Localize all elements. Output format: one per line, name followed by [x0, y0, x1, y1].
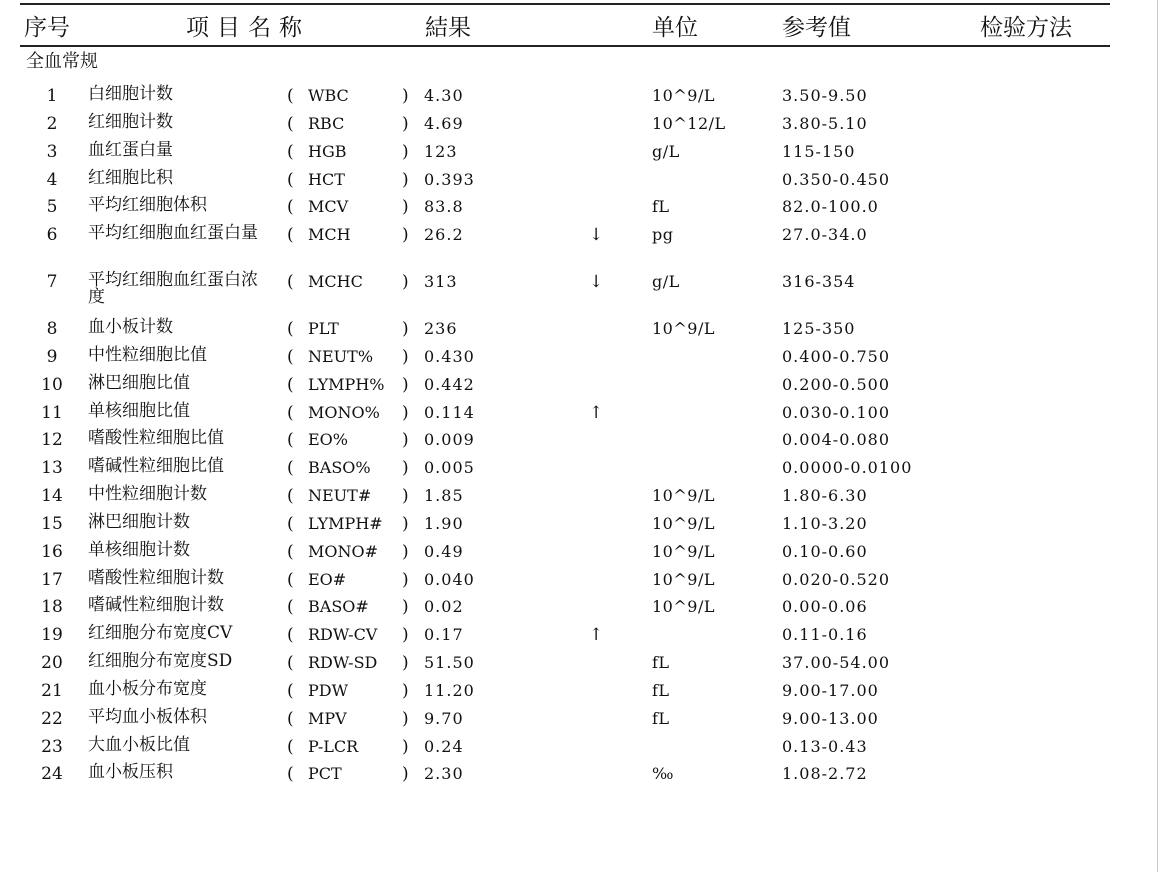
close-paren: ) — [402, 142, 409, 162]
table-row — [0, 458, 1170, 486]
open-paren: ( — [287, 570, 294, 590]
row-number: 20 — [41, 653, 63, 673]
result-value: 0.430 — [424, 347, 475, 366]
table-row — [0, 375, 1170, 403]
row-number: 11 — [41, 403, 63, 423]
close-paren: ) — [402, 570, 409, 590]
result-value: 9.70 — [424, 709, 464, 728]
close-paren: ) — [402, 347, 409, 367]
result-value: 0.442 — [424, 375, 475, 394]
table-row — [0, 170, 1170, 198]
close-paren: ) — [402, 458, 409, 478]
item-name: 红细胞分布宽度CV — [88, 623, 233, 643]
open-paren: ( — [287, 114, 294, 134]
item-name: 平均红细胞体积 — [88, 195, 207, 215]
item-code: PDW — [308, 681, 349, 700]
open-paren: ( — [287, 403, 294, 423]
close-paren: ) — [402, 597, 409, 617]
table-row — [0, 486, 1170, 514]
result-value: 0.393 — [424, 170, 475, 189]
unit: 10^9/L — [652, 86, 715, 105]
row-number: 22 — [41, 709, 63, 729]
item-name: 大血小板比值 — [88, 735, 190, 755]
row-number: 24 — [41, 764, 63, 784]
open-paren: ( — [287, 142, 294, 162]
header-item-name: 项目名称 — [186, 15, 310, 41]
unit: fL — [652, 709, 670, 728]
table-row — [0, 319, 1170, 347]
reference-range: 316-354 — [782, 272, 856, 291]
table-row — [0, 653, 1170, 681]
open-paren: ( — [287, 458, 294, 478]
close-paren: ) — [402, 272, 409, 292]
item-name: 淋巴细胞比值 — [88, 373, 190, 393]
result-value: 0.17 — [424, 625, 464, 644]
item-code: BASO# — [308, 597, 369, 616]
reference-range: 82.0-100.0 — [782, 197, 879, 216]
result-value: 1.85 — [424, 486, 464, 505]
unit: g/L — [652, 272, 680, 291]
close-paren: ) — [402, 197, 409, 217]
open-paren: ( — [287, 764, 294, 784]
item-code: HGB — [308, 142, 347, 161]
result-value: 0.49 — [424, 542, 464, 561]
item-name: 平均红细胞血红蛋白量 — [88, 223, 258, 243]
close-paren: ) — [402, 225, 409, 245]
row-number: 2 — [46, 114, 58, 134]
item-name: 平均红细胞血红蛋白浓度 — [88, 270, 258, 307]
reference-range: 0.020-0.520 — [782, 570, 891, 589]
table-row — [0, 430, 1170, 458]
table-row — [0, 737, 1170, 765]
row-number: 1 — [46, 86, 58, 106]
table-row — [0, 681, 1170, 709]
row-number: 17 — [41, 570, 63, 590]
reference-range: 9.00-13.00 — [782, 709, 879, 728]
table-row — [0, 225, 1170, 253]
close-paren: ) — [402, 114, 409, 134]
table-row — [0, 597, 1170, 625]
item-name: 血小板压积 — [88, 762, 173, 782]
open-paren: ( — [287, 597, 294, 617]
reference-range: 0.11-0.16 — [782, 625, 868, 644]
reference-range: 9.00-17.00 — [782, 681, 879, 700]
table-row — [0, 625, 1170, 653]
unit: 10^9/L — [652, 597, 715, 616]
row-number: 3 — [46, 142, 58, 162]
item-code: NEUT# — [308, 486, 372, 505]
table-row — [0, 542, 1170, 570]
open-paren: ( — [287, 319, 294, 339]
open-paren: ( — [287, 225, 294, 245]
close-paren: ) — [402, 737, 409, 757]
item-code: BASO% — [308, 458, 371, 477]
open-paren: ( — [287, 625, 294, 645]
unit: ‰ — [652, 764, 674, 783]
item-name: 平均血小板体积 — [88, 707, 207, 727]
result-value: 0.040 — [424, 570, 475, 589]
item-code: MONO# — [308, 542, 379, 561]
reference-range: 3.80-5.10 — [782, 114, 868, 133]
item-code: MCHC — [308, 272, 363, 291]
item-code: RDW-CV — [308, 625, 378, 644]
header-unit: 单位 — [652, 15, 698, 41]
reference-range: 0.030-0.100 — [782, 403, 891, 422]
open-paren: ( — [287, 737, 294, 757]
item-code: P-LCR — [308, 737, 359, 756]
result-value: 2.30 — [424, 764, 464, 783]
reference-range: 0.00-0.06 — [782, 597, 868, 616]
reference-range: 27.0-34.0 — [782, 225, 868, 244]
close-paren: ) — [402, 430, 409, 450]
row-number: 18 — [41, 597, 63, 617]
unit: 10^9/L — [652, 486, 715, 505]
result-value: 0.02 — [424, 597, 464, 616]
close-paren: ) — [402, 486, 409, 506]
result-value: 0.005 — [424, 458, 475, 477]
header-no: 序号 — [24, 15, 70, 41]
result-value: 83.8 — [424, 197, 464, 216]
open-paren: ( — [287, 272, 294, 292]
item-name: 中性粒细胞比值 — [88, 345, 207, 365]
close-paren: ) — [402, 403, 409, 423]
close-paren: ) — [402, 709, 409, 729]
item-name: 红细胞分布宽度SD — [88, 651, 233, 671]
row-number: 14 — [41, 486, 63, 506]
abnormal-flag: ↓ — [589, 225, 604, 245]
row-number: 15 — [41, 514, 63, 534]
close-paren: ) — [402, 542, 409, 562]
table-row — [0, 514, 1170, 542]
result-value: 4.69 — [424, 114, 464, 133]
table-row — [0, 197, 1170, 225]
reference-range: 0.13-0.43 — [782, 737, 868, 756]
result-value: 0.114 — [424, 403, 475, 422]
open-paren: ( — [287, 375, 294, 395]
result-value: 236 — [424, 319, 458, 338]
item-code: LYMPH# — [308, 514, 383, 533]
result-value: 26.2 — [424, 225, 464, 244]
close-paren: ) — [402, 653, 409, 673]
open-paren: ( — [287, 486, 294, 506]
unit: fL — [652, 653, 670, 672]
item-code: MONO% — [308, 403, 380, 422]
unit: g/L — [652, 142, 680, 161]
result-value: 4.30 — [424, 86, 464, 105]
row-number: 16 — [41, 542, 63, 562]
table-row — [0, 347, 1170, 375]
close-paren: ) — [402, 514, 409, 534]
unit: fL — [652, 681, 670, 700]
reference-range: 1.80-6.30 — [782, 486, 868, 505]
row-number: 9 — [46, 347, 58, 367]
row-number: 23 — [41, 737, 63, 757]
item-name: 血小板分布宽度 — [88, 679, 207, 699]
item-code: LYMPH% — [308, 375, 385, 394]
item-name: 嗜碱性粒细胞计数 — [88, 595, 224, 615]
row-number: 6 — [46, 225, 58, 245]
row-number: 8 — [46, 319, 58, 339]
table-row — [0, 570, 1170, 598]
table-row — [0, 142, 1170, 170]
reference-range: 1.08-2.72 — [782, 764, 868, 783]
result-value: 0.24 — [424, 737, 464, 756]
item-name: 红细胞比积 — [88, 168, 173, 188]
header-method: 检验方法 — [980, 15, 1072, 41]
item-name: 嗜酸性粒细胞比值 — [88, 428, 224, 448]
open-paren: ( — [287, 430, 294, 450]
result-value: 51.50 — [424, 653, 475, 672]
row-number: 4 — [46, 170, 58, 190]
item-code: RBC — [308, 114, 345, 133]
reference-range: 0.0000-0.0100 — [782, 458, 913, 477]
header-reference: 参考值 — [782, 15, 851, 41]
close-paren: ) — [402, 764, 409, 784]
close-paren: ) — [402, 319, 409, 339]
table-row — [0, 403, 1170, 431]
open-paren: ( — [287, 542, 294, 562]
item-name: 血红蛋白量 — [88, 140, 173, 160]
abnormal-flag: ↑ — [589, 625, 604, 645]
item-name: 淋巴细胞计数 — [88, 512, 190, 532]
close-paren: ) — [402, 170, 409, 190]
row-number: 7 — [46, 272, 58, 292]
row-number: 12 — [41, 430, 63, 450]
row-number: 10 — [41, 375, 63, 395]
abnormal-flag: ↑ — [589, 403, 604, 423]
table-row — [0, 270, 1170, 307]
table-row — [0, 114, 1170, 142]
unit: pg — [652, 225, 674, 244]
reference-range: 0.400-0.750 — [782, 347, 891, 366]
reference-range: 3.50-9.50 — [782, 86, 868, 105]
close-paren: ) — [402, 681, 409, 701]
item-code: RDW-SD — [308, 653, 378, 672]
open-paren: ( — [287, 653, 294, 673]
result-value: 313 — [424, 272, 458, 291]
item-name: 嗜碱性粒细胞比值 — [88, 456, 224, 476]
item-code: EO% — [308, 430, 348, 449]
open-paren: ( — [287, 170, 294, 190]
open-paren: ( — [287, 197, 294, 217]
item-name: 红细胞计数 — [88, 112, 173, 132]
item-name: 血小板计数 — [88, 317, 173, 337]
item-name: 嗜酸性粒细胞计数 — [88, 568, 224, 588]
reference-range: 0.10-0.60 — [782, 542, 868, 561]
open-paren: ( — [287, 709, 294, 729]
row-number: 21 — [41, 681, 63, 701]
result-value: 11.20 — [424, 681, 475, 700]
row-number: 19 — [41, 625, 63, 645]
result-value: 0.009 — [424, 430, 475, 449]
unit: 10^9/L — [652, 542, 715, 561]
table-row — [0, 709, 1170, 737]
open-paren: ( — [287, 681, 294, 701]
unit: 10^9/L — [652, 319, 715, 338]
table-row — [0, 764, 1170, 792]
item-code: EO# — [308, 570, 347, 589]
result-value: 1.90 — [424, 514, 464, 533]
open-paren: ( — [287, 347, 294, 367]
section-title: 全血常规 — [26, 51, 98, 72]
item-code: PLT — [308, 319, 339, 338]
reference-range: 0.200-0.500 — [782, 375, 891, 394]
item-code: HCT — [308, 170, 345, 189]
item-code: MCV — [308, 197, 349, 216]
item-code: PCT — [308, 764, 342, 783]
row-number: 13 — [41, 458, 63, 478]
reference-range: 0.004-0.080 — [782, 430, 891, 449]
item-name: 中性粒细胞计数 — [88, 484, 207, 504]
close-paren: ) — [402, 86, 409, 106]
reference-range: 1.10-3.20 — [782, 514, 868, 533]
close-paren: ) — [402, 375, 409, 395]
item-code: NEUT% — [308, 347, 374, 366]
result-value: 123 — [424, 142, 458, 161]
item-code: WBC — [308, 86, 349, 105]
item-name: 白细胞计数 — [88, 84, 173, 104]
unit: 10^9/L — [652, 570, 715, 589]
unit: 10^9/L — [652, 514, 715, 533]
table-row — [0, 86, 1170, 114]
item-code: MCH — [308, 225, 351, 244]
unit: fL — [652, 197, 670, 216]
close-paren: ) — [402, 625, 409, 645]
item-name: 单核细胞计数 — [88, 540, 190, 560]
open-paren: ( — [287, 86, 294, 106]
reference-range: 37.00-54.00 — [782, 653, 891, 672]
reference-range: 115-150 — [782, 142, 856, 161]
item-code: MPV — [308, 709, 347, 728]
reference-range: 125-350 — [782, 319, 856, 338]
header-result: 結果 — [425, 15, 471, 41]
reference-range: 0.350-0.450 — [782, 170, 891, 189]
abnormal-flag: ↓ — [589, 272, 604, 292]
row-number: 5 — [46, 197, 58, 217]
unit: 10^12/L — [652, 114, 726, 133]
item-name: 单核细胞比值 — [88, 401, 190, 421]
open-paren: ( — [287, 514, 294, 534]
